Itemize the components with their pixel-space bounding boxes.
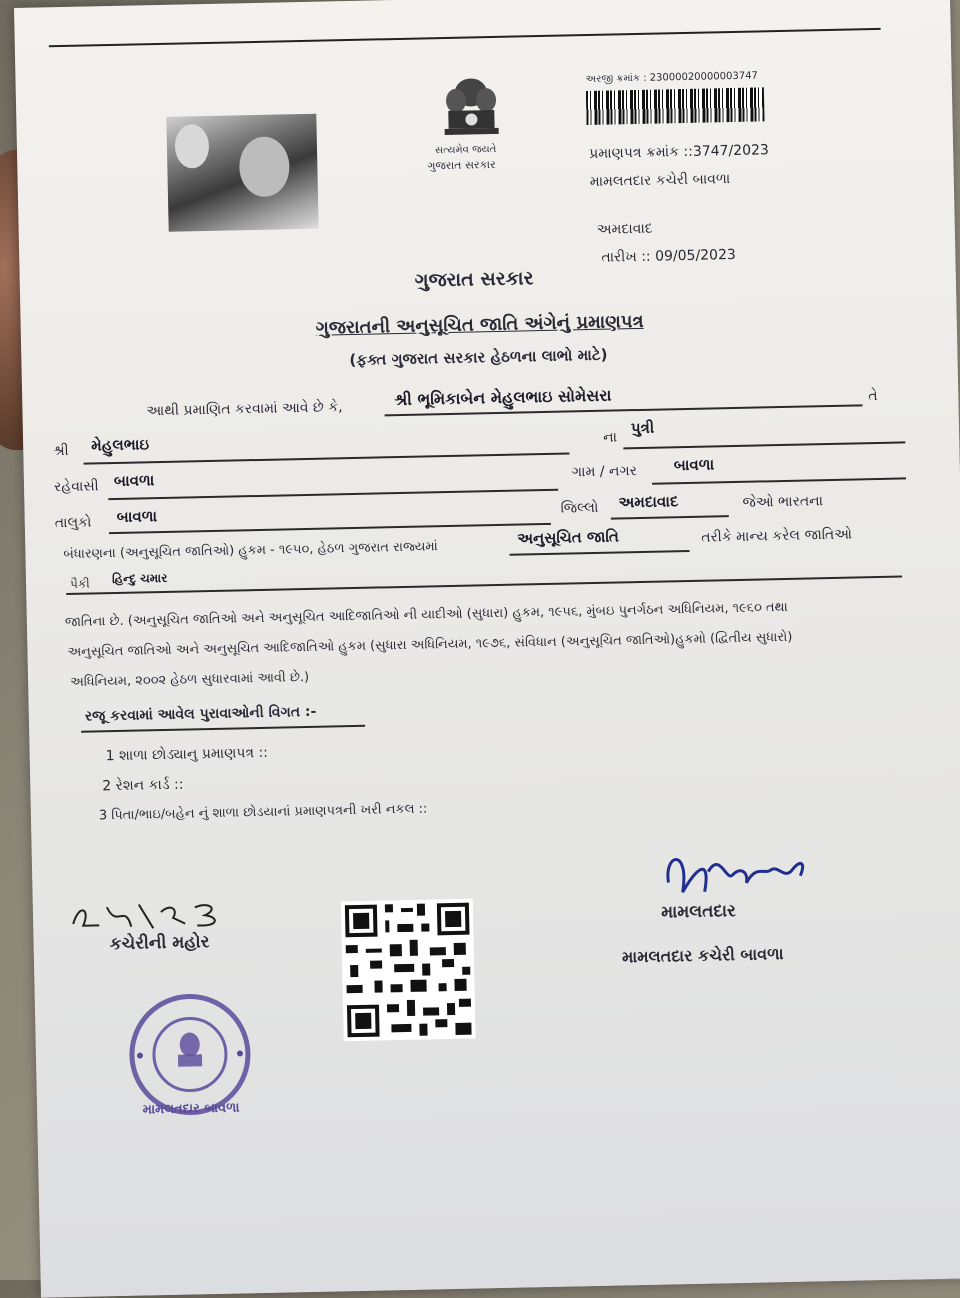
qr-code — [341, 899, 476, 1042]
category-value: અનુસૂચિત જાતિ — [517, 527, 619, 548]
caste-line — [66, 576, 902, 596]
certificate-paper — [14, 0, 960, 1298]
certificate-number: પ્રમાણપત્ર ક્રમાંક ::3747/2023 — [589, 142, 770, 162]
certificate-title: ગુજરાતની અનુસૂચિત જાતિ અંગેનું પ્રમાણપત્ર — [315, 310, 644, 339]
na-text: ના — [602, 429, 618, 446]
recognised-text: તરીકે માન્ય કરેલ જાતિઓ — [701, 526, 853, 546]
constitution-text: બંધારણના (અનુસૂચિત જાતિઓ) હુકમ - ૧૯૫૦, હેઠળ ગુજરાત રાજ્યમાં — [63, 539, 438, 563]
applicant-name: શ્રી ભૂમિકાબેન મેહુલભાઇ સોમેસરા — [394, 385, 612, 410]
village-line — [652, 477, 906, 484]
je-text: જેઓ ભારતના — [742, 493, 824, 511]
district-label: જિલ્લો — [560, 499, 599, 517]
issue-date: તારીખ :: 09/05/2023 — [601, 246, 736, 266]
emblem-caption-1: સત્યમેવ જયતે — [434, 143, 497, 157]
legal-para-1: જાતિના છે. (અનુસૂચિત જાતિઓ અને અનુસૂચિત આદિજાતિઓ ની યાદીઓ (સુધારા) હુકમ, ૧૯૫૬, મુંબઇ પુનર્ગઠન અધિનિયમ, ૧૯૬૦ તથા — [64, 599, 788, 631]
legal-para-2: અનુસૂચિત જાતિઓ અને અનુસૂચિત આદિજાતિઓ હુકમ (સુધારા અધિનિયમ, ૧૯૭૬, સંવિધાન (અનુસૂચિત જાતિઓ)હુકમો (દ્વિતીય સુધારો) — [67, 629, 793, 661]
relation-value: પુત્રી — [630, 418, 655, 438]
emblem-caption-2: ગુજરાત સરકાર — [427, 157, 496, 173]
legal-para-3: અધિનિયમ, ૨૦૦૨ હેઠળ સુધારવામાં આવી છે.) — [69, 669, 310, 690]
district-value: અમદાવાદ — [618, 492, 679, 512]
signatory-office: મામલતદાર કચેરી બાવળા — [621, 944, 784, 967]
taluka-value: બાવળા — [116, 507, 158, 526]
photo-face-1 — [174, 124, 209, 169]
resident-label: રહેવાસી — [53, 478, 99, 496]
evidence-item-2: 2 રેશન કાર્ડ :: — [102, 776, 184, 795]
evidence-item-3: 3 પિતા/ભાઇ/બહેન નું શાળા છોડયાનાં પ્રમાણપત્રની ખરી નકલ :: — [98, 801, 428, 824]
seal-label: કચેરીની મહોર — [109, 932, 210, 955]
shri-label: શ્રી — [53, 442, 69, 460]
office-stamp-seal — [125, 989, 256, 1120]
resident-value: બાવળા — [113, 471, 155, 491]
category-line — [510, 550, 690, 556]
evidence-heading: રજૂ કરવામાં આવેલ પુરાવાઓની વિગત :- — [84, 703, 317, 725]
serial-number: અરજી ક્રમાંક : 23000020000003747 — [585, 70, 758, 86]
stamp-text: મામલતદાર બાવળા — [142, 1100, 240, 1118]
village-value: બાવળા — [673, 455, 715, 475]
te-text: તે — [868, 388, 878, 405]
photo-face-2 — [239, 136, 290, 197]
evidence-item-1: 1 શાળા છોડ્યાનુ પ્રમાણપત્ર :: — [105, 744, 269, 765]
government-title: ગુજરાત સરકાર — [414, 267, 534, 292]
city-name: અમદાવાદ — [596, 220, 653, 238]
applicant-photo — [166, 114, 318, 232]
evidence-heading-line — [81, 725, 365, 733]
office-name: મામલતદાર કચેરી બાવળા — [589, 171, 731, 190]
taluka-label: તાલુકો — [54, 514, 92, 532]
handwritten-date-drawing — [69, 897, 232, 934]
taluka-line — [109, 523, 551, 534]
caste-value: હિન્દુ ચમાર — [111, 570, 168, 587]
signatory-title: મામલતદાર — [660, 901, 737, 923]
top-border-line — [49, 28, 881, 47]
certificate-subtitle: (ફક્ત ગુજરાત સરકાર હેઠળના લાભો માટે) — [349, 345, 608, 370]
father-name: મેહુલભાઇ — [90, 435, 150, 455]
relation-line — [623, 441, 905, 449]
intro-text: આથી પ્રમાણિત કરવામાં આવે છે કે, — [146, 399, 343, 420]
district-line — [611, 515, 729, 519]
resident-line — [108, 489, 558, 500]
barcode — [586, 87, 765, 125]
village-label: ગામ / નગર — [571, 463, 638, 481]
paiki-text: પૈકી — [69, 576, 90, 591]
father-line — [84, 452, 570, 464]
